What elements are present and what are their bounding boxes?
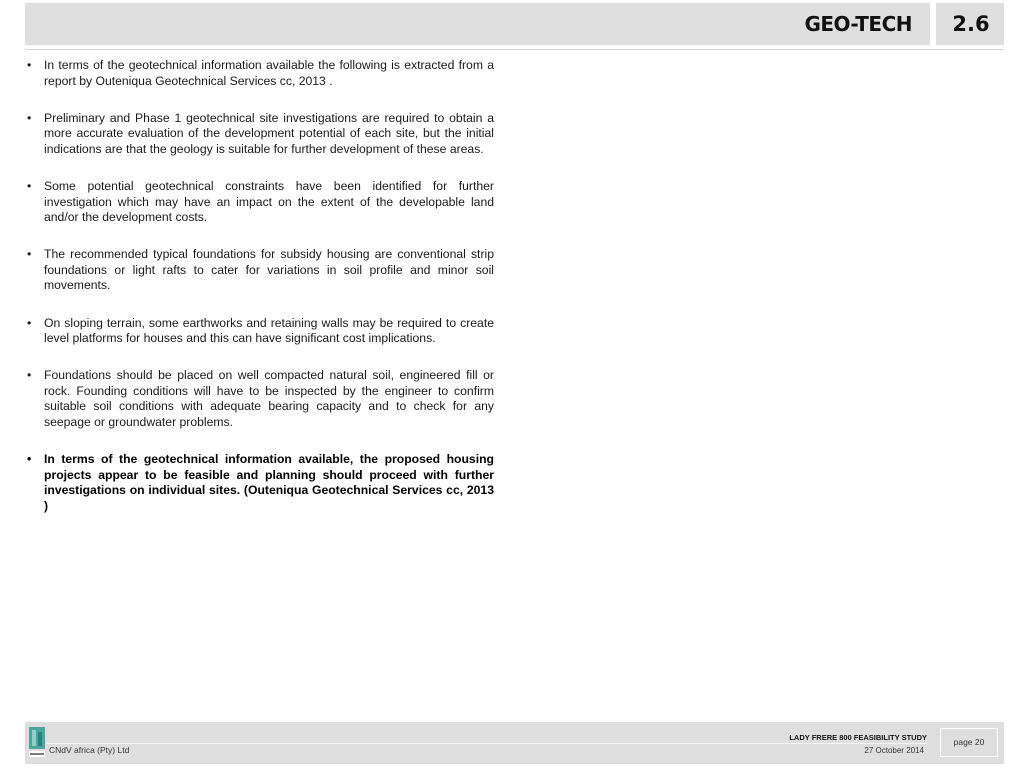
bullet-text: The recommended typical foundations for subsidy housing are conventional strip foundations or light rafts to cater for variations in soil profile and minor soil movements. — [44, 247, 494, 293]
bullet-icon: • — [27, 368, 32, 383]
header-divider — [25, 49, 1004, 50]
page-number-box — [940, 728, 998, 757]
conclusion-bullet-item — [27, 452, 494, 514]
header-bar — [25, 3, 1004, 45]
bullet-item — [27, 179, 494, 226]
bullet-item — [27, 58, 494, 89]
bullet-item — [27, 316, 494, 347]
bullet-item — [27, 368, 494, 430]
footer-bar — [25, 722, 1004, 764]
bullet-icon: • — [27, 247, 32, 262]
bullet-list — [27, 58, 494, 536]
document-date: 27 October 2014 — [864, 746, 924, 755]
bullet-icon: • — [27, 452, 32, 467]
bullet-icon: • — [27, 110, 32, 125]
cndv-logo-icon — [28, 726, 46, 760]
bullet-text: In terms of the geotechnical information available the following is extracted from a report by Outeniqua Geotechnical Services cc, 2013 . — [44, 58, 494, 88]
page-number: page 20 — [953, 737, 985, 747]
bullet-text: Preliminary and Phase 1 geotechnical site investigations are required to obtain a more accurate evaluation of the development potential of each site, but the initial indications are that the geology is suitable for further development of these areas. — [44, 110, 494, 156]
bullet-icon: • — [27, 178, 32, 193]
bullet-item — [27, 111, 494, 158]
section-title: GEO-TECH — [804, 12, 912, 36]
header-separator — [930, 3, 936, 45]
footer-divider — [47, 743, 927, 744]
section-number: 2.6 — [952, 12, 990, 36]
bullet-icon: • — [27, 315, 32, 330]
bullet-item — [27, 247, 494, 294]
bullet-text: Foundations should be placed on well compacted natural soil, engineered fill or rock. Founding conditions will have to be inspected by the engineer to confirm suitable soil conditions with adequate bearing capacity and to check for any seepage or groundwater problems. — [44, 368, 494, 429]
study-title: LADY FRERE 800 FEASIBILITY STUDY — [789, 733, 927, 742]
bullet-text: In terms of the geotechnical information available, the proposed housing projects appear to be feasible and planning should proceed with further investigations on individual sites. (Outeniqua Geotechnical Services cc, 2013 ) — [44, 452, 494, 513]
bullet-text: On sloping terrain, some earthworks and retaining walls may be required to create level platforms for houses and this can have significant cost implications. — [44, 315, 494, 346]
company-name: CNdV africa (Pty) Ltd — [49, 745, 130, 755]
bullet-icon: • — [27, 58, 32, 72]
bullet-text: Some potential geotechnical constraints have been identified for further investigation which may have an impact on the extent of the developable land and/or the development costs. — [44, 178, 494, 225]
